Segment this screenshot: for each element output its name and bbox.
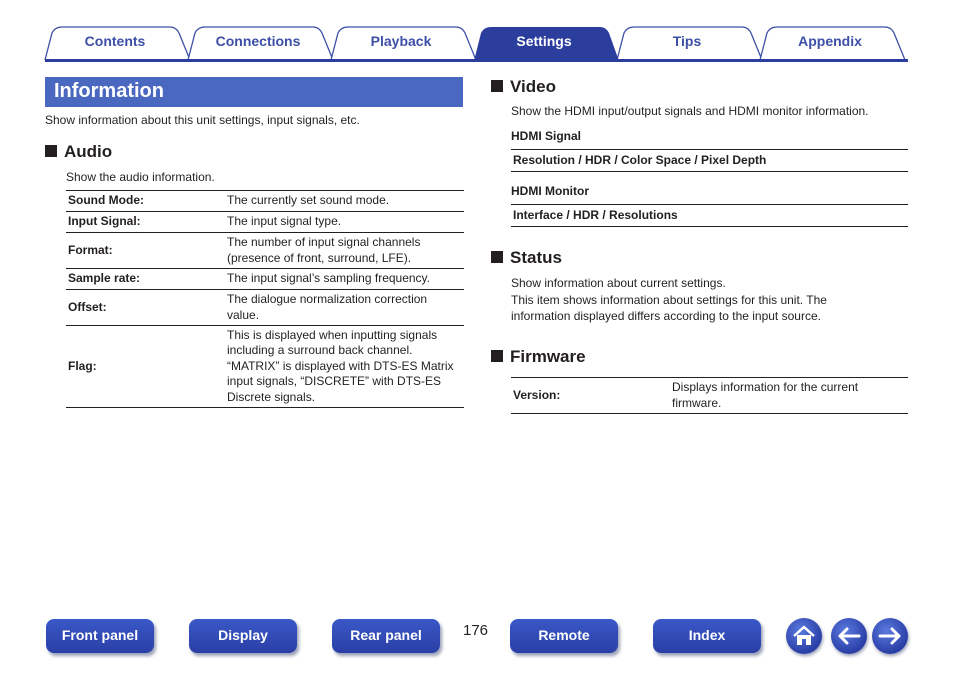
firmware-heading: Firmware <box>491 347 586 367</box>
index-button[interactable]: Index <box>653 619 761 653</box>
table-row <box>66 212 464 233</box>
firmware-table <box>511 377 908 414</box>
page-title: Information <box>54 80 164 102</box>
tab-connections[interactable]: Connections <box>215 33 301 49</box>
hdmi-signal-title: HDMI Signal <box>511 129 582 143</box>
table-row <box>66 290 464 326</box>
table-row <box>66 191 464 212</box>
audio-heading: Audio <box>45 142 112 162</box>
audio-value: The input signal’s sampling frequency. <box>225 269 464 290</box>
back-button[interactable] <box>831 618 867 654</box>
bullet-square-icon <box>45 145 57 157</box>
tab-tips[interactable]: Tips <box>672 33 702 49</box>
table-row <box>66 233 464 269</box>
table-row <box>511 378 908 414</box>
front-panel-button[interactable]: Front panel <box>46 619 154 653</box>
tab-shapes <box>0 0 954 62</box>
audio-value: The currently set sound mode. <box>225 191 464 212</box>
page-number: 176 <box>463 622 489 639</box>
audio-description: Show the audio information. <box>66 170 215 184</box>
rear-panel-button[interactable]: Rear panel <box>332 619 440 653</box>
status-line: information displayed differs according to the input source. <box>511 309 821 323</box>
tab-contents[interactable]: Contents <box>84 33 146 49</box>
intro-text: Show information about this unit settings, input signals, etc. <box>45 113 360 127</box>
bullet-square-icon <box>491 350 503 362</box>
hdmi-signal-items: Resolution / HDR / Color Space / Pixel Depth <box>513 153 767 167</box>
bullet-square-icon <box>491 251 503 263</box>
status-line: This item shows information about settings for this unit. The <box>511 293 827 307</box>
audio-value: This is displayed when inputting signals including a surround back channel. “MATRIX” is displayed with DTS-ES Matrix input signals, “DISCRETE” with DTS-ES Discrete signals. <box>225 326 464 408</box>
hdmi-signal-box <box>511 149 908 172</box>
audio-table <box>66 190 464 408</box>
home-button[interactable] <box>786 618 822 654</box>
firmware-value: Displays information for the current firmware. <box>670 378 908 414</box>
status-line: Show information about current settings. <box>511 276 726 290</box>
audio-key: Sample rate: <box>66 269 225 290</box>
audio-value: The dialogue normalization correction value. <box>225 290 464 326</box>
tab-appendix[interactable]: Appendix <box>798 33 862 49</box>
tab-playback[interactable]: Playback <box>370 33 432 49</box>
audio-key: Format: <box>66 233 225 269</box>
bullet-square-icon <box>491 80 503 92</box>
hdmi-monitor-items: Interface / HDR / Resolutions <box>513 208 678 222</box>
audio-key: Offset: <box>66 290 225 326</box>
audio-key: Input Signal: <box>66 212 225 233</box>
display-button[interactable]: Display <box>189 619 297 653</box>
forward-arrow-icon <box>872 618 908 654</box>
tab-bar <box>0 0 954 62</box>
audio-key: Sound Mode: <box>66 191 225 212</box>
home-icon <box>786 618 822 654</box>
status-heading: Status <box>491 248 562 268</box>
hdmi-monitor-box <box>511 204 908 227</box>
remote-button[interactable]: Remote <box>510 619 618 653</box>
table-row <box>66 269 464 290</box>
video-heading: Video <box>491 77 556 97</box>
audio-key: Flag: <box>66 326 225 408</box>
video-description: Show the HDMI input/output signals and HDMI monitor information. <box>511 104 869 118</box>
firmware-key: Version: <box>511 378 670 414</box>
hdmi-monitor-title: HDMI Monitor <box>511 184 589 198</box>
table-row <box>66 326 464 408</box>
forward-button[interactable] <box>872 618 908 654</box>
page-title-bar <box>45 77 463 107</box>
back-arrow-icon <box>831 618 867 654</box>
audio-value: The input signal type. <box>225 212 464 233</box>
tab-settings[interactable]: Settings <box>516 33 572 49</box>
audio-value: The number of input signal channels (presence of front, surround, LFE). <box>225 233 464 269</box>
